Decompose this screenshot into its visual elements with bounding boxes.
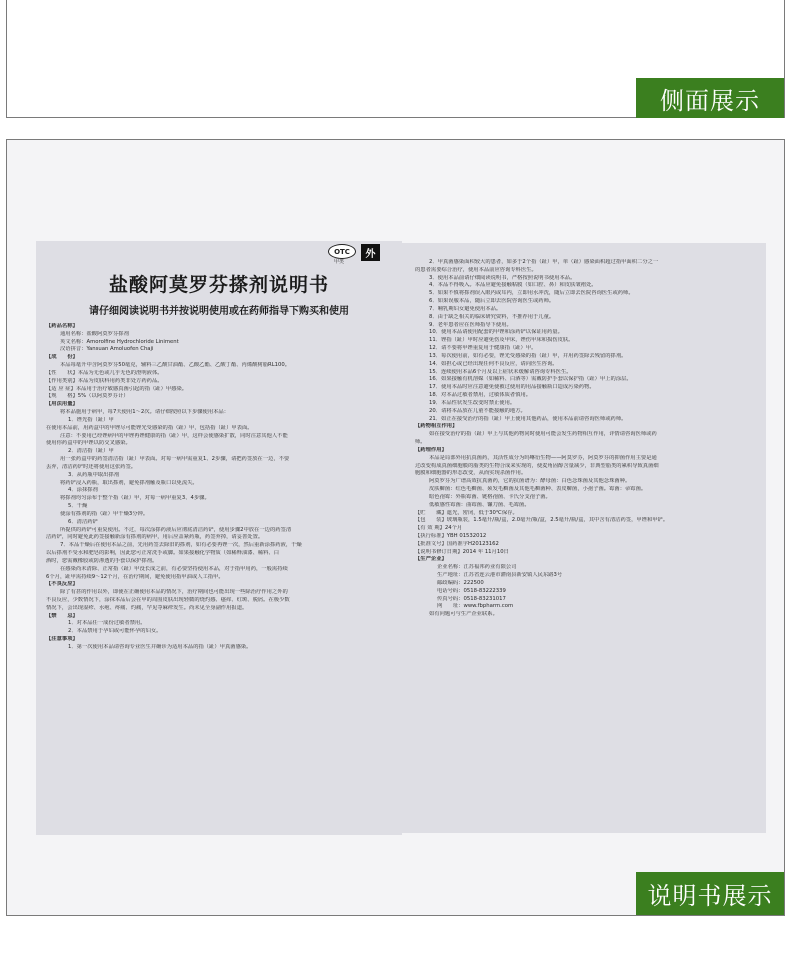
manual-text-line: 过改变构成真菌细胞膜的脂类的生物合成来实现的，使麦角固醇含量减少，非典型脂类的累积导致真菌细 xyxy=(415,462,659,469)
manual-text-line: 21．如正在接受治疗的指（趾）甲上使用其他药品，使用本品前请咨询医师或药师。 xyxy=(429,415,627,422)
manual-text-line: 【不良反应】 xyxy=(46,581,78,588)
manual-text-line: 师。 xyxy=(415,439,426,446)
manual-text-line: 13．每次使用前，如有必要，锉光受感染的指（趾）甲，并用药签除去残留的搽剂。 xyxy=(429,352,627,359)
manual-text-line: 19．本品性状发生改变时禁止使用。 xyxy=(429,399,516,406)
manual-text-line: 11．锉指（趾）甲时应避免伤及甲床，锉伤甲床和损伤皮肤。 xyxy=(429,337,574,344)
manual-text-line: 6个月，趾甲需持续9～12个月，在治疗期间，避免使用指甲油或人工指甲。 xyxy=(46,573,224,580)
manual-text-line: 不良反应，少数情况下，涂抹本品后会在甲的周围皮肤出现轻微的烧灼感、瘙痒、红斑、脱屑。在极少数 xyxy=(46,596,290,603)
manual-text-line: 20．请将本品放在儿童不能接触的地方。 xyxy=(429,407,526,414)
manual-text-line: 在感染尚未清除、正常指（趾）甲没长成之前，有必要坚持使用本品，对于指甲用药，一般需持续 xyxy=(60,565,288,572)
manual-text-line: 1．锉光指（趾）甲 xyxy=(68,416,114,423)
side-view-label: 侧面展示 xyxy=(636,78,784,118)
manual-sheet-left xyxy=(36,241,402,835)
manual-text-line: 14．如担心或已经出现任何不良反应，请向医生咨询。 xyxy=(429,360,558,367)
manual-view-label: 说明书展示 xyxy=(636,872,784,915)
otc-badge: OTC xyxy=(328,244,356,259)
manual-text-line: 5．干燥 xyxy=(68,503,88,510)
manual-text-line: 2．甲真菌感染面积较大的患者，如多于2个指（趾）甲，单（趾）感染面积超过指甲面积二分之一 xyxy=(429,259,659,265)
manual-title: 盐酸阿莫罗芬搽剂说明书 xyxy=(108,274,329,296)
manual-text-line: 【生产企业】 xyxy=(415,556,447,563)
manual-text-line: 传真号码：0518-83231017 xyxy=(437,595,506,602)
manual-text-line: 7．哺乳期妇女避免使用本品。 xyxy=(429,305,502,312)
manual-text-line: 电话号码：0518-83222339 xyxy=(437,587,506,594)
manual-text-line: 【贮 藏】遮光，密闭，低于30℃保存。 xyxy=(415,509,518,516)
manual-text-line: 英文名称：Amorolfine Hydrochloride Liniment xyxy=(60,338,179,345)
manual-text-line: 1．第一次使用本品请咨询专业医生并确诊为适用本品的指（趾）甲真菌感染。 xyxy=(68,643,252,650)
manual-text-line: 【规 格】5%（以阿莫罗芬计） xyxy=(46,393,129,400)
manual-text-line: 【适 应 症】本品用于治疗敏感真菌引起的指（趾）甲感染。 xyxy=(46,385,188,392)
manual-subtitle: 请仔细阅读说明书并按说明使用或在药师指导下购买和使用 xyxy=(89,306,349,317)
manual-text-line: 【有 效 期】24个月 xyxy=(415,525,463,532)
manual-text-line: 在使用本品前，用药盒中的甲锉尽可能锉光受感染的指（趾）甲，包括指（趾）甲表面。 xyxy=(46,424,253,431)
external-use-badge: 外 xyxy=(361,244,380,261)
manual-text-line: 4．涂抹搽剂 xyxy=(68,487,98,494)
manual-text-line: 5．如果不慎将搽剂误入眼内或耳内，立即用水冲洗，随后立即去医院咨询医生或药师。 xyxy=(429,290,634,297)
manual-text-line: 10．使用本品请使用配套的甲锉和涂药铲以保证用药量。 xyxy=(429,329,563,336)
manual-text-line: 皮肤癣菌：红色毛癣菌、须发毛癣菌及其他毛癣菌种、表皮癣菌，小孢子菌。霉菌：帚霉菌。 xyxy=(429,486,647,493)
manual-text-line: 6．如果误服本品，随后立即去医院咨询医生或药师。 xyxy=(429,298,555,305)
manual-text-line: 17．使用本品时应注意避免使被过使用的用品接触瓶口造成污染药物。 xyxy=(429,384,595,391)
manual-text-line: 【药理作用】 xyxy=(415,446,447,453)
manual-text-line: 【说明书修订日期】2014 年 11月10日 xyxy=(415,548,509,555)
manual-text-line: 暗色孢霉：外瓶霉菌、链格孢菌、卡氏分支孢子菌。 xyxy=(429,493,551,500)
manual-text-line: 【用法用量】 xyxy=(46,401,78,408)
manual-text-line: 【禁 忌】 xyxy=(46,612,78,619)
manual-text-line: 【作用类别】本品为皮肤科用药类非处方药药品。 xyxy=(46,377,163,384)
manual-text-line: 企业名称：江苏福邦药业有限公司 xyxy=(437,564,517,571)
manual-left-body xyxy=(46,323,394,652)
manual-text-line: 洁药铲，同时避免此药签接触新涂有搽剂的病甲，用后应盖紧药瓶，药签弃掉，请妥善处置。 xyxy=(46,534,264,541)
manual-text-line: 邮政编码：222500 xyxy=(437,579,484,586)
manual-text-line: 注意：不要用已经锉病甲的甲锉再锉健康的指（趾）甲，这样会使感染扩散，同时注意其他人不能 xyxy=(60,432,288,439)
manual-sheet-right xyxy=(401,243,766,833)
manual-text-line: 16．如果接触有机溶媒（如稀料、白酒等）需戴防护手套以保护指（趾）甲上的涂层。 xyxy=(429,376,632,383)
manual-text-line: 【药物相互作用】 xyxy=(415,423,458,430)
manual-text-line: 通用名称：盐酸阿莫罗芬搽剂 xyxy=(60,330,129,337)
manual-text-line: 丢弃，清洁药铲时还将使用这张药签。 xyxy=(46,463,137,470)
manual-text-line: 如有问题可与生产企业联系。 xyxy=(429,611,498,618)
manual-text-line: 3．使用本品前请仔细阅读说明书，严格按照说明书使用本品。 xyxy=(429,274,576,281)
manual-text-line: 【批准文号】国药准字H20123162 xyxy=(415,540,499,547)
manual-text-line: 将本品施用于病甲，每7天使用1～2次。请仔细按照以下步骤使用本品： xyxy=(60,409,230,416)
manual-text-line: 使涂有搽剂的指（趾）甲干燥3分钟。 xyxy=(60,510,149,517)
manual-text-line: 8．由于缺乏相关的临床研究资料，不推荐用于儿童。 xyxy=(429,313,555,320)
manual-text-line: 7．本品干燥后在使用本品之前，先用药签去除旧的搽剂，如有必要再锉一次，然后重新涂搽药液，干燥 xyxy=(60,542,302,549)
manual-text-line: 【执行标准】YBH 01532012 xyxy=(415,532,487,539)
manual-text-line: 【包 装】玻璃瓶装，1.5毫升/瓶/盒，2.0毫升/瓶/盒，2.5毫升/瓶/盒，其中含有清洁药签，甲锉和甲铲。 xyxy=(415,517,669,524)
manual-text-line: 【性 状】本品为无色或几乎无色的澄明液体。 xyxy=(46,369,163,376)
manual-text-line: 【药品名称】 xyxy=(46,323,78,329)
manual-text-line: 4．本品不得吸入。本品应避免接触粘膜（如口腔、鼻）和皮肤皱褶处。 xyxy=(429,282,597,289)
manual-text-line: 如在接受治疗的指（趾）甲上与其他药物同时使用可能会发生药物相互作用，详情请咨询医师或药 xyxy=(429,431,657,438)
manual-text-line: 胞膜和细胞器的形态改变，从而实现杀菌作用。 xyxy=(415,470,527,477)
manual-text-line: 情况下，会出现湿疹、水疱、疼痛、灼痛，罕见荨麻疹发生。尚未见全身副作用报道。 xyxy=(46,604,248,611)
manual-text-line: 2．清洁指（趾）甲 xyxy=(68,448,114,455)
manual-text-line: 9．老年患者应在医师指导下使用。 xyxy=(429,321,512,328)
manual-text-line: 阿莫罗芬为广谱高效抗真菌药，它的抗菌谱为：酵母菌：白色念珠菌及其他念珠菌种。 xyxy=(429,478,631,485)
manual-text-line: 【注意事项】 xyxy=(46,636,78,643)
manual-text-line: 汉语拼音：Yansuan Amoluofen Chaji xyxy=(60,346,154,353)
manual-text-line: 所提供的药铲可重复使用。不过，每次涂搽药液后应彻底清洁药铲，使用步骤2中放在一边的药签清 xyxy=(60,526,292,533)
manual-text-line: 的患者需要综合治疗，使用本品前应咨询专科医生。 xyxy=(415,266,537,273)
manual-text-line: 网 址：www.fbpharm.com xyxy=(437,603,514,610)
manual-text-line: 以后搽剂不受水和肥皂的影响，因此您可正常洗手或脚。如果接触化学物质（如稀释油漆、稀料、白 xyxy=(46,550,280,557)
manual-text-line: 6．清洁药铲 xyxy=(68,518,98,525)
manual-text-line: 【成 份】 xyxy=(46,354,78,361)
manual-text-line: 将搽剂均匀涂布于整个指（趾）甲，对每一病甲重复3、4步骤。 xyxy=(60,495,210,502)
manual-text-line: 18．对本品过敏者禁用，过敏体质者慎用。 xyxy=(429,392,532,399)
manual-text-line: 低敏感性霉菌：曲霉菌、镰刀菌、毛霉菌。 xyxy=(429,501,530,508)
otc-class-label: 甲类 xyxy=(334,259,345,265)
manual-text-line: 使用你药盒中的甲锉以防交叉感染。 xyxy=(46,440,131,447)
manual-text-line: 3．从药瓶中取出搽剂 xyxy=(68,471,120,478)
manual-text-line: 用一张药盒中的药签清洁指（趾）甲表面。对每一病甲需重复1、2步骤，请把药签放在一边，不要 xyxy=(60,456,290,463)
manual-text-line: 2．本品禁用于孕妇或可能怀孕的妇女。 xyxy=(68,628,162,635)
manual-text-line: 本品是局部外用抗真菌药，其活性成分为吗啉衍生物——阿莫罗芬，阿莫罗芬的抑菌作用主要是通 xyxy=(429,454,657,461)
manual-text-line: 12．请不要将甲锉重复用于健康指（趾）甲。 xyxy=(429,345,537,352)
manual-right-body xyxy=(415,259,756,619)
manual-text-line: 本品每毫升中含阿莫罗芬50毫克，辅料三乙酸甘油酯、乙酸乙酯、乙酸丁酯、丙烯酸树脂RL100。 xyxy=(60,362,291,369)
manual-text-line: 将药铲浸入药瓶，取出搽剂，避免搽剂触及瓶口以免流失。 xyxy=(60,479,198,486)
manual-text-line: 生产地址：江苏省连云港市灌南县新安镇人民东路3号 xyxy=(437,572,563,579)
manual-text-line: 酒时，您需戴橡胶或防渗透的手套以保护搽剂。 xyxy=(46,557,158,564)
manual-text-line: 1．对本品任一成份过敏者禁用。 xyxy=(68,620,146,627)
manual-text-line: 15．连续使用本品6个月及以上症状未缓解请咨询专科医生。 xyxy=(429,368,572,375)
manual-text-line: 除了有甚的作用以外，即使在正确使用本品的情况下，治疗期间也可能出现一些除治疗作用之外的 xyxy=(60,589,288,596)
